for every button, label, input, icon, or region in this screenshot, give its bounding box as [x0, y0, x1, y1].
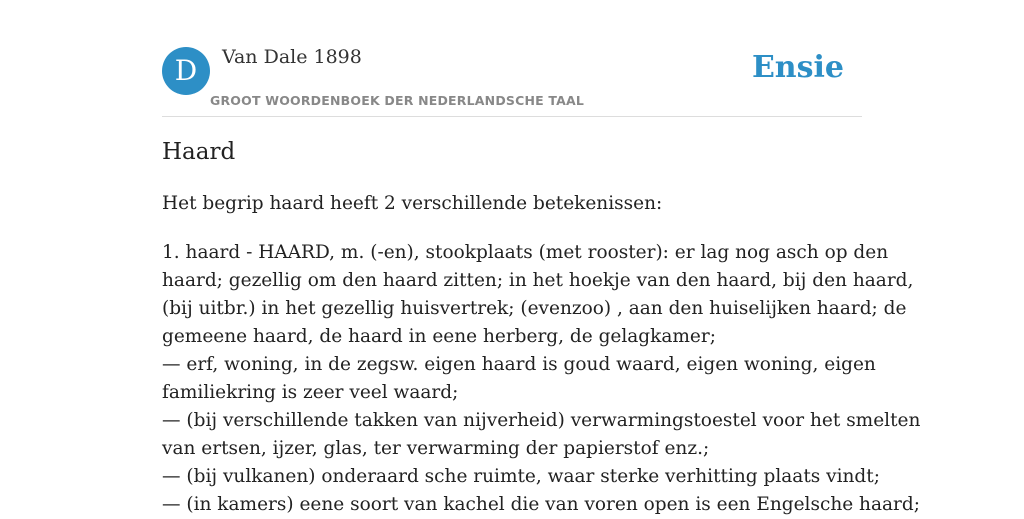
- definition-line: (bij uitbr.) in het gezellig huisvertrek; (evenzoo) , aan den huiselijken haard; de: [162, 298, 907, 319]
- header: [162, 0, 862, 117]
- definition-line: familiekring is zeer veel waard;: [162, 382, 459, 403]
- definition-line: 1. haard - HAARD, m. (-en), stookplaats (met rooster): er lag nog asch op den: [162, 242, 889, 263]
- dictionary-logo[interactable]: D: [162, 47, 210, 95]
- page: [162, 0, 921, 515]
- definition-line: — erf, woning, in de zegsw. eigen haard is goud waard, eigen woning, eigen: [162, 354, 876, 375]
- ensie-brand-logo[interactable]: Ensie: [751, 50, 844, 85]
- dictionary-subtitle: GROOT WOORDENBOEK DER NEDERLANDSCHE TAAL: [210, 93, 585, 108]
- entry-intro: Het begrip haard heeft 2 verschillende betekenissen:: [162, 193, 663, 214]
- definition-line: — (in kamers) eene soort van kachel die van voren open is een Engelsche haard;: [162, 494, 920, 515]
- definition-line: van ertsen, ijzer, glas, ter verwarming der papierstof enz.;: [162, 438, 710, 459]
- definition-line: gemeene haard, de haard in eene herberg, de gelagkamer;: [162, 326, 716, 347]
- definition-line: — (bij verschillende takken van nijverheid) verwarmingstoestel voor het smelten: [162, 410, 921, 431]
- entry-definition: [162, 239, 921, 519]
- definition-line: haard; gezellig om den haard zitten; in het hoekje van den haard, bij den haard,: [162, 270, 914, 291]
- entry-headword: Haard: [162, 139, 236, 165]
- dictionary-title[interactable]: Van Dale 1898: [222, 46, 362, 68]
- definition-line: — (bij vulkanen) onderaard sche ruimte, waar sterke verhitting plaats vindt;: [162, 466, 880, 487]
